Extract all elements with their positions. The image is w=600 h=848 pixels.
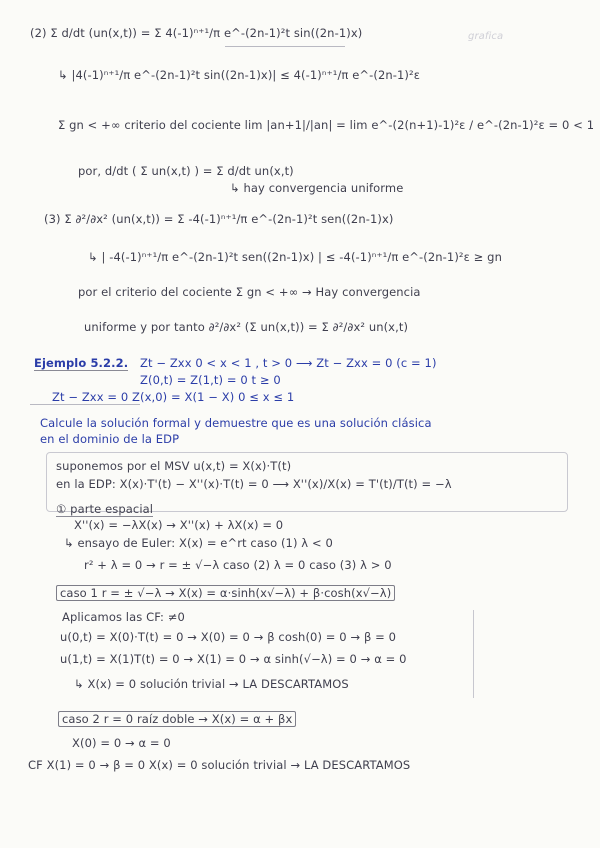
case-2-solution: caso 2 r = 0 raíz doble → X(x) = α + βx bbox=[58, 712, 296, 726]
margin-line bbox=[473, 610, 474, 698]
characteristic-roots: r² + λ = 0 → r = ± √−λ caso (2) λ = 0 caso (3) λ > 0 bbox=[84, 558, 392, 572]
underline-stroke bbox=[225, 46, 345, 47]
math-line-ratio-test: Σ gn < +∞ criterio del cociente lim |an+1|/|an| = lim e^-(2(n+1)-1)²ε / e^-(2n-1)²ε = 0 < 1 bbox=[58, 118, 595, 132]
math-line-uniform-convergence: ↳ hay convergencia uniforme bbox=[230, 181, 404, 195]
euler-ansatz: ↳ ensayo de Euler: X(x) = e^rt caso (1) λ < 0 bbox=[64, 536, 333, 550]
math-line-bound: ↳ |4(-1)ⁿ⁺¹/π e^-(2n-1)²t sin((2n-1)x)| ≤ 4(-1)ⁿ⁺¹/π e^-(2n-1)²ε bbox=[58, 68, 421, 82]
math-line-uniform-therefore: uniforme y por tanto ∂²/∂x² (Σ un(x,t)) = Σ ∂²/∂x² un(x,t) bbox=[84, 320, 409, 334]
case-2-boundary-zero: X(0) = 0 → α = 0 bbox=[72, 736, 171, 750]
boundary-at-zero: u(0,t) = X(0)·T(t) = 0 → X(0) = 0 → β cosh(0) = 0 → β = 0 bbox=[60, 630, 397, 644]
spatial-part-heading: ① parte espacial bbox=[56, 502, 154, 516]
pde-statement: Zt − Zxx 0 < x < 1 , t > 0 ⟶ Zt − Zxx = 0 (c = 1) bbox=[140, 356, 437, 370]
math-line-second-derivative-sum: (3) Σ ∂²/∂x² (un(x,t)) = Σ -4(-1)ⁿ⁺¹/π e^-(2n-1)²t sen((2n-1)x) bbox=[44, 212, 394, 226]
case-1-solution: caso 1 r = ± √−λ → X(x) = α·sinh(x√−λ) + β·cosh(x√−λ) bbox=[56, 586, 395, 600]
separation-equation: en la EDP: X(x)·T'(t) − X''(x)·T(t) = 0 ⟶ X''(x)/X(x) = T'(t)/T(t) = −λ bbox=[56, 477, 452, 491]
math-line-second-bound: ↳ | -4(-1)ⁿ⁺¹/π e^-(2n-1)²t sen((2n-1)x) | ≤ -4(-1)ⁿ⁺¹/π e^-(2n-1)²ε ≥ gn bbox=[88, 250, 502, 264]
math-line-conclusion: por, d/dt ( Σ un(x,t) ) = Σ d/dt un(x,t) bbox=[78, 164, 294, 178]
separation-assumption: suponemos por el MSV u(x,t) = X(x)·T(t) bbox=[56, 459, 292, 473]
ghost-pencil-text: grafica bbox=[468, 31, 504, 42]
apply-boundary-conditions: Aplicamos las CF: ≠0 bbox=[62, 610, 185, 624]
math-line-criterion: por el criterio del cociente Σ gn < +∞ → Hay convergencia bbox=[78, 285, 421, 299]
example-label: Ejemplo 5.2.2. bbox=[34, 356, 129, 370]
underline-stroke bbox=[30, 404, 140, 405]
case-1-discard: ↳ X(x) = 0 solución trivial → LA DESCARTAMOS bbox=[74, 677, 349, 691]
boundary-conditions: Z(0,t) = Z(1,t) = 0 t ≥ 0 bbox=[140, 373, 281, 387]
task-instruction: Calcule la solución formal y demuestre que es una solución clásica bbox=[40, 416, 432, 430]
task-instruction-cont: en el dominio de la EDP bbox=[40, 432, 180, 446]
boundary-at-one: u(1,t) = X(1)T(t) = 0 → X(1) = 0 → α sinh(√−λ) = 0 → α = 0 bbox=[60, 652, 407, 666]
math-line-derivative-sum: (2) Σ d/dt (un(x,t)) = Σ 4(-1)ⁿ⁺¹/π e^-(2n-1)²t sin((2n-1)x) bbox=[30, 26, 363, 40]
case-2-boundary-one: CF X(1) = 0 → β = 0 X(x) = 0 solución trivial → LA DESCARTAMOS bbox=[28, 758, 411, 772]
spatial-ode: X''(x) = −λX(x) → X''(x) + λX(x) = 0 bbox=[74, 518, 284, 532]
initial-condition: Zt − Zxx = 0 Z(x,0) = X(1 − X) 0 ≤ x ≤ 1 bbox=[52, 390, 295, 404]
